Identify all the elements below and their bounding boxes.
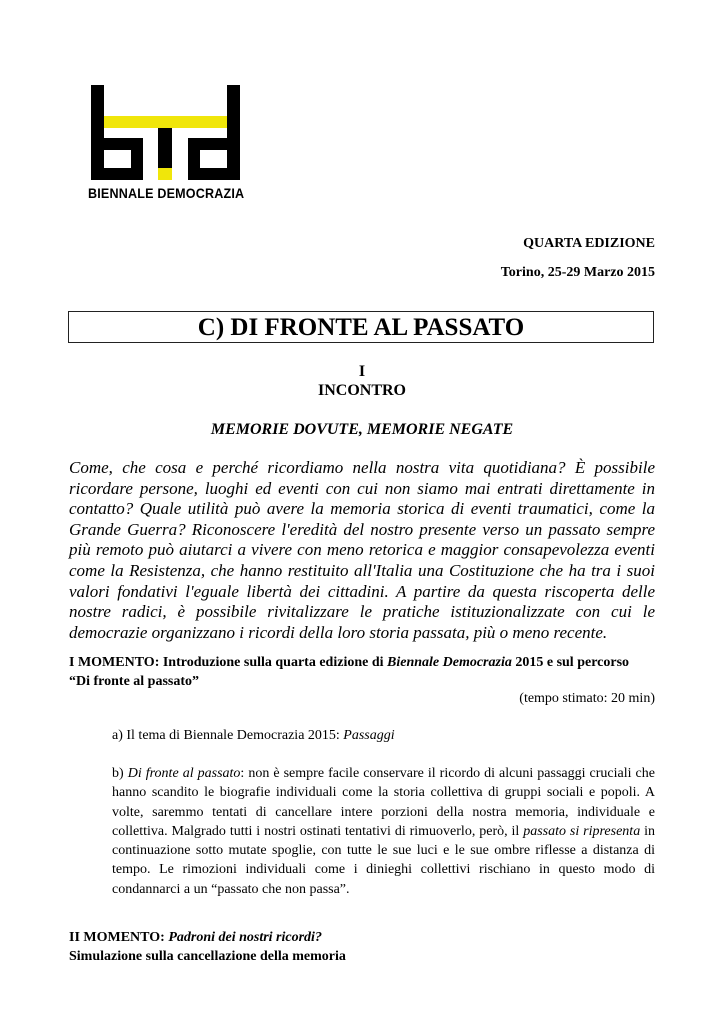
biennale-democrazia-logo	[88, 85, 243, 205]
item-a: a) Il tema di Biennale Democrazia 2015: Passaggi	[112, 728, 395, 743]
meeting-subtitle: MEMORIE DOVUTE, MEMORIE NEGATE	[210, 421, 514, 438]
item-b: b) Di fronte al passato: non è sempre facile conservare il ricordo di alcuni passaggi cruciali che hanno scandito le biografie individuali come la storia collettiva di gruppi sociali e popoli. A volte, saremmo tentati di cancellare intere porzioni della nostra memoria, individuale e collettiva. Malgrado tutti i nostri ostinati tentativi di rimuoverlo, però, il passato si ripresenta in continuazione sotto mutate spoglie, con tutte le sue luci e le sue ombre riflesse a distanza di tempo. Le rimozioni individuali come i dinieghi collettivi rischiano in questo modo di condannarci a un “passato che non passa”.	[112, 766, 656, 897]
estimated-time: (tempo stimato: 20 min)	[519, 691, 655, 706]
meeting-label: INCONTRO	[317, 382, 406, 399]
intro-paragraph: Come, che cosa e perché ricordiamo nella nostra vita quotidiana? È possibile ricordare persone, luoghi ed eventi con cui non siamo mai entrati direttamente in contatto? Quale utilità può avere la memoria storica di eventi traumatici, come la Grande Guerra? Riconoscere l'eredità del nostro presente verso un passato sempre più remoto può aiutarci a vivere con meno retorica e maggior consapevolezza eventi come la Resistenza, che hanno restituito all'Italia una Costituzione che ha tra i suoi valori fondativi l'eguale libertà dei cittadini. A partire da questa riscoperta delle nostre radici, è possibile rivitalizzare le pratiche istituzionalizzate con cui le democrazie organizzano i ricordi della loro storia passata, più o meno recente.	[69, 458, 655, 642]
moment-1-heading: I MOMENTO: Introduzione sulla quarta edizione di Biennale Democrazia 2015 e sul percorso “Di fronte al passato”	[69, 655, 630, 690]
section-title: C) DI FRONTE AL PASSATO	[68, 311, 654, 343]
place-date: Torino, 25-29 Marzo 2015	[500, 265, 655, 280]
edition-label: QUARTA EDIZIONE	[523, 236, 655, 251]
meeting-number: I	[358, 363, 366, 380]
logo-text: BIENNALE DEMOCRAZIA	[88, 186, 245, 201]
moment-2-heading: II MOMENTO: Padroni dei nostri ricordi? Simulazione sulla cancellazione della memoria	[69, 930, 346, 965]
